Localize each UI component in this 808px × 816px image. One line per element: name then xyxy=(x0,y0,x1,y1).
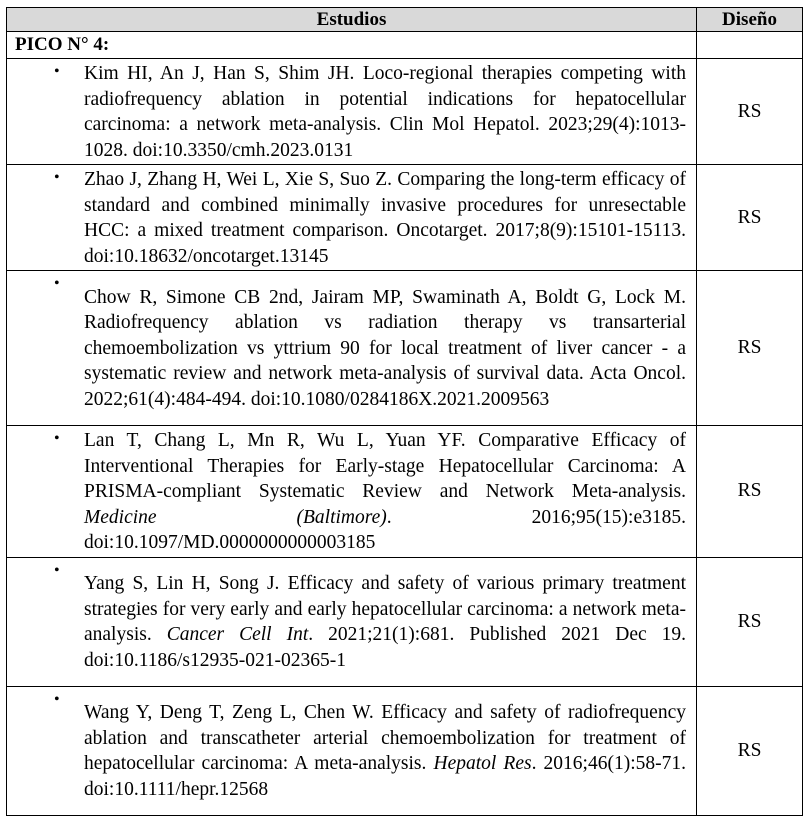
table-row xyxy=(7,557,803,686)
design-cell: RS xyxy=(697,426,803,558)
bullet-icon: • xyxy=(54,63,60,80)
reference-cell xyxy=(7,426,697,558)
design-cell: RS xyxy=(697,686,803,815)
reference-text-before: Yang S, Lin H, Song J. Efficacy and safety of various primary treatment strategies for very early and early hepatocellular carcinoma: a network meta-analysis. xyxy=(84,573,686,645)
pico-label: PICO N° 4: xyxy=(7,32,697,59)
table-row xyxy=(7,165,803,271)
reference-text: Zhao J, Zhang H, Wei L, Xie S, Suo Z. Comparing the long-term efficacy of standard and combined minimally invasive procedures for unresectable HCC: a mixed treatment comparison. Oncotarget. 2017;8(9):15101-15113. doi:10.18632/oncotarget.13145 xyxy=(84,169,686,267)
reference-text-after: . 2016;46(1):58-71. doi:10.1111/hepr.12568 xyxy=(84,753,686,800)
table-row xyxy=(7,59,803,165)
bullet-icon: • xyxy=(54,690,60,708)
pico-group-row xyxy=(7,32,803,59)
reference-text xyxy=(84,700,686,802)
reference-text-after: . 2016;95(15):e3185. doi:10.1097/MD.0000000000003185 xyxy=(84,506,686,553)
reference-text-before: Wang Y, Deng T, Zeng L, Chen W. Efficacy and safety of radiofrequency ablation and transcatheter arterial chemoembolization for treatment of hepatocellular carcinoma: A meta-analysis. xyxy=(84,702,686,774)
header-design: Diseño xyxy=(697,8,803,32)
bullet-icon: • xyxy=(54,275,60,292)
design-cell: RS xyxy=(697,59,803,165)
bullet-icon: • xyxy=(54,430,60,447)
pico-design-empty xyxy=(697,32,803,59)
reference-cell xyxy=(7,686,697,815)
reference-text xyxy=(84,571,686,673)
reference-cell xyxy=(7,59,697,165)
design-cell: RS xyxy=(697,557,803,686)
design-cell: RS xyxy=(697,165,803,271)
design-cell: RS xyxy=(697,271,803,426)
table-header-row xyxy=(7,8,803,32)
reference-text xyxy=(84,428,686,556)
table-row xyxy=(7,426,803,558)
journal-name: Hepatol Res xyxy=(433,753,532,774)
bullet-icon: • xyxy=(54,561,60,579)
reference-cell xyxy=(7,557,697,686)
table-row xyxy=(7,686,803,815)
reference-text-before: Lan T, Chang L, Mn R, Wu L, Yuan YF. Comparative Efficacy of Interventional Therapies for Early-stage Hepatocellular Carcinoma: A PRISMA-compliant Systematic Review and Network Meta-analysis. xyxy=(84,430,686,502)
journal-name: Medicine (Baltimore) xyxy=(84,506,387,528)
journal-name: Cancer Cell Int xyxy=(166,624,309,645)
reference-text-after: . 2021;21(1):681. Published 2021 Dec 19. doi:10.1186/s12935-021-02365-1 xyxy=(84,624,687,671)
reference-text: Chow R, Simone CB 2nd, Jairam MP, Swaminath A, Boldt G, Lock M. Radiofrequency ablation vs radiation therapy vs transarterial chemoembolization vs yttrium 90 for local treatment of liver cancer - a systematic review and network meta-analysis of survival data. Acta Oncol. 2022;61(4):484-494. doi:10.1080/0284186X.2021.2009563 xyxy=(84,286,686,410)
bullet-icon: • xyxy=(54,169,60,186)
studies-table xyxy=(6,7,803,816)
header-studies: Estudios xyxy=(7,8,697,32)
table-row xyxy=(7,271,803,426)
reference-text: Kim HI, An J, Han S, Shim JH. Loco-regional therapies competing with radiofrequency ablation in potential indications for hepatocellular carcinoma: a network meta-analysis. Clin Mol Hepatol. 2023;29(4):1013-1028. doi:10.3350/cmh.2023.0131 xyxy=(84,63,686,161)
reference-cell xyxy=(7,271,697,426)
reference-cell xyxy=(7,165,697,271)
